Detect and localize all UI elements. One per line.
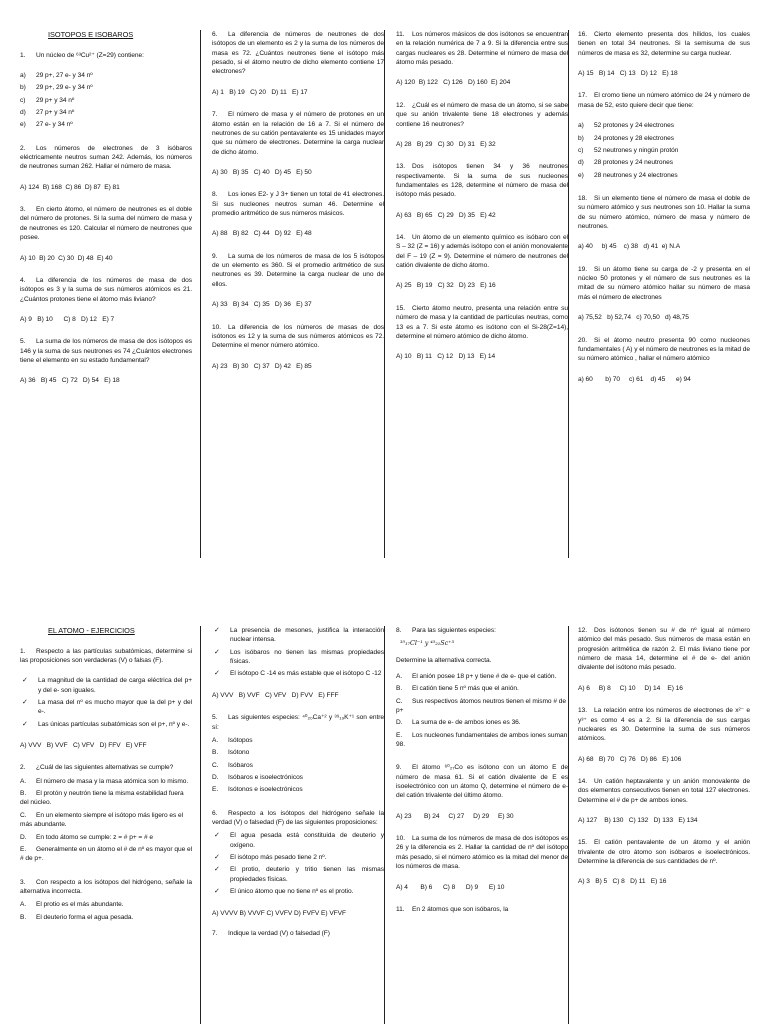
option-text: El protón y neutrón tiene la misma estabilidad fuera del núcleo. — [20, 790, 184, 807]
question-text: Si el átomo neutro presenta 90 como nucleones fundamentales ( A) y el número de neutrones es la mitad de su número atómico , hallar el número atómico — [578, 336, 750, 363]
question-number: 9. — [396, 764, 402, 772]
question-text: La suma de los números de masa de dos isótopos es 26 y la diferencia es 2. Hallar la cantidad de nº del isótopo más pesado, si el número atómico es la mitad del menor de los números de masa. — [396, 835, 568, 871]
question-text: Si un elemento tiene el número de masa el doble de su número atómico y sus neutrones son 10. Hallar la suma de su número atómico, número de masa y número de neutrones. — [578, 194, 750, 231]
question-number: 15. — [578, 839, 588, 847]
option-letter: C. — [396, 697, 403, 705]
option-text: Isótopos — [228, 736, 253, 744]
option-text: Generalmente en un átomo el # de nº es mayor que el # de p+. — [20, 845, 193, 863]
answer-choices: A) 6 B) 8 C) 10 D) 14 E) 16 — [578, 684, 683, 692]
option-letter: A. — [20, 777, 27, 785]
column-3 — [396, 30, 568, 375]
question-text: El cromo tiene un número atómico de 24 y número de masa de 52, esto quiere decir que tiene: — [578, 92, 750, 109]
question-text: Los números másicos de dos isótonos se encuentran en la relación numérica de 7 a 9. Si la diferencia entre sus cargas nucleares es 28. Determine el número de masa del átomo más pesado. — [396, 31, 568, 67]
question-11 — [396, 905, 568, 914]
option-text: 27 p+ y 34 nº — [36, 108, 75, 116]
answer-choices: A) 10 B) 20 C) 30 D) 48 E) 40 — [20, 254, 113, 262]
column-divider — [568, 30, 569, 558]
question-12 — [396, 101, 568, 129]
question-text: La diferencia de números de neutrones de dos isótopos de un elemento es 2 y la suma de los números de masa es 72. ¿Cuántos neutrones tiene el isótopo más pesado, si el átomo neutro de dicho elemento contiene 17 electrones? — [212, 31, 384, 76]
option — [20, 71, 192, 80]
question-3 — [20, 205, 192, 242]
statement-text: Los isóbaros no tienen las mismas propiedades físicas. — [230, 648, 384, 666]
statement — [20, 720, 192, 729]
question-14 — [578, 777, 750, 805]
option-letter: B. — [20, 913, 27, 921]
options-3 — [20, 900, 192, 922]
question-18 — [578, 194, 750, 231]
section-heading: ISOTOPOS E ISOBAROS — [48, 30, 134, 39]
option — [396, 684, 568, 693]
option-text: Isótono — [228, 749, 250, 757]
option-text: En todo átomo se cumple: z = # p+ = # e — [36, 833, 153, 841]
column-4 — [578, 30, 750, 397]
question-number: 15. — [396, 304, 406, 312]
answer-choices: A) 1 B) 19 C) 20 D) 11 E) 17 — [212, 88, 308, 96]
option-text: Los nucleones fundamentales de ambos iones suman 98. — [396, 731, 568, 748]
question-11 — [396, 30, 568, 67]
option-text: Isótonos e isoelectrónicos — [228, 786, 303, 794]
option-letter: A. — [212, 736, 219, 744]
option-letter: d) — [578, 159, 584, 167]
checkmark-icon: ✓ — [214, 888, 220, 896]
option-letter: e) — [578, 171, 584, 179]
option-letter: E. — [212, 786, 219, 794]
option-text: Isóbaros — [228, 761, 253, 769]
option-letter: B. — [212, 749, 219, 757]
question-8 — [212, 190, 384, 218]
column-3 — [396, 626, 568, 925]
statement — [212, 853, 384, 862]
options-5 — [212, 736, 384, 795]
option — [20, 845, 192, 864]
option-letter: c) — [578, 146, 584, 154]
question-text: Respecto a los isótopos del hidrógeno señale la verdad (V) o falsedad (F) de las siguientes proposiciones: — [212, 809, 384, 827]
column-divider — [200, 30, 201, 558]
option — [20, 833, 192, 842]
question-9 — [396, 763, 568, 800]
column-divider — [384, 626, 385, 1024]
options-17 — [578, 121, 750, 180]
answer-choices: A) 36 B) 45 C) 72 D) 54 E) 18 — [20, 377, 120, 385]
statement-text: La masa del nº es mucho mayor que la del p+ y del e-. — [38, 698, 192, 716]
question-5 — [212, 713, 384, 732]
answer-choices: A) 4 B) 6 C) 8 D) 9 E) 10 — [396, 883, 505, 891]
option-text: Sus respectivos átomos neutros tienen el mismo # de p+ — [396, 697, 566, 714]
answer-choices: A) 33 B) 34 C) 35 D) 36 E) 37 — [212, 301, 312, 309]
question-15 — [578, 838, 750, 866]
option — [20, 913, 192, 922]
question-text: Las siguientes especies: ⁴⁰₂₀Ca⁺² y ³⁹₁₉K⁺¹ son entre sí: — [212, 714, 384, 731]
option-text: El protio es el más abundante. — [36, 901, 124, 909]
answer-choices: A) 10 B) 11 C) 12 D) 13 E) 14 — [396, 353, 496, 361]
checkmark-icon: ✓ — [214, 670, 220, 678]
answer-choices: A) 25 B) 19 C) 32 D) 23 E) 16 — [396, 282, 496, 290]
option-text: En un elemento siempre el isótopo más ligero es el más abundante. — [20, 811, 184, 829]
question-number: 12. — [578, 627, 588, 634]
answer-choices: a) 60 b) 70 c) 61 d) 45 e) 94 — [578, 375, 691, 383]
answer-choices: A) VVV B) VVF C) VFV D) FVV E) FFF — [212, 691, 339, 699]
option — [396, 731, 568, 750]
answer-choices: A) 23 B) 24 C) 27 D) 29 E) 30 — [396, 812, 514, 820]
atomo-sheet — [0, 600, 768, 1024]
question-number: 3. — [20, 206, 26, 214]
option-text: 28 neutrones y 24 electrones — [594, 171, 678, 179]
option — [20, 120, 192, 129]
column-4 — [578, 626, 750, 900]
statement-text: Las únicas partículas subatómicas son el p+, nº y e-. — [38, 720, 190, 728]
question-number: 8. — [212, 191, 218, 199]
question-text: ¿Cuál de las siguientes alternativas se cumple? — [36, 764, 174, 772]
checkmark-icon: ✓ — [214, 854, 220, 862]
option — [212, 736, 384, 745]
options-8 — [396, 672, 568, 750]
option-text: 29 p+ y 34 nº — [36, 96, 75, 104]
statement — [212, 831, 384, 850]
option-letter: c) — [20, 96, 26, 104]
checkmark-icon: ✓ — [214, 832, 220, 840]
checkmark-icon: ✓ — [22, 698, 28, 706]
column-divider — [384, 30, 385, 558]
checkmark-icon: ✓ — [214, 627, 220, 634]
option — [578, 134, 750, 143]
question-number: 14. — [578, 777, 588, 785]
question-number: 2. — [20, 144, 26, 152]
question-10 — [396, 834, 568, 871]
question-number: 10. — [396, 835, 406, 843]
option-letter: e) — [20, 121, 26, 129]
options-2 — [20, 777, 192, 864]
option — [212, 748, 384, 757]
statement — [212, 648, 384, 667]
column-divider — [568, 626, 569, 1024]
answer-choices: A) 23 B) 30 C) 37 D) 42 E) 85 — [212, 362, 312, 370]
question-number: 19. — [578, 265, 588, 273]
answer-choices: A) 9 B) 10 C) 8 D) 12 E) 7 — [20, 315, 115, 323]
question-text: Cierto elemento presenta dos hílidos, los cuales tienen en total 34 neutrones. Si la semisuma de sus números de masa es 32, determine su carga nuclear. — [578, 31, 750, 57]
question-text: Con respecto a los isótopos del hidrógeno, señale la alternativa incorrecta. — [20, 878, 192, 895]
question-13 — [578, 706, 750, 743]
question-text: ¿Cuál es el número de masa de un átomo, si se sabe que su anión trivalente tiene 18 electrones y además contiene 16 neutrones? — [396, 101, 568, 128]
options-1 — [20, 71, 192, 130]
option-text: 52 neutrones y ningún protón — [594, 146, 679, 154]
checkmark-icon: ✓ — [214, 648, 220, 656]
column-1 — [20, 30, 192, 399]
option-text: El anión posee 18 p+ y tiene # de e- que el catión. — [412, 672, 557, 680]
option-text: 52 protones y 24 electrones — [594, 122, 675, 130]
question-text: En cierto átomo, el número de neutrones es el doble del número de protones. Si la suma del número de masa y de neutrones es 120. Calcular el número de neutrones que posee. — [20, 206, 192, 242]
question-text: La diferencia de los números de masas de dos isótonos es 12 y la suma de sus números atómicos es 72. Determine el menor número atómico. — [212, 323, 384, 350]
question-number: 6. — [212, 809, 218, 817]
answer-choices: A) 63 B) 65 C) 29 D) 35 E) 42 — [396, 211, 496, 219]
question-number: 11. — [396, 31, 405, 38]
question-text: Indique la verdad (V) o falsedad (F) — [228, 929, 330, 937]
statement-text: El protio, deuterio y tritio tienen las mismas propiedades físicas. — [230, 866, 384, 883]
statement-text: El agua pesada está constituida de deuterio y oxígeno. — [230, 832, 384, 849]
question-number: 1. — [20, 51, 26, 59]
option — [578, 146, 750, 155]
statement — [212, 669, 384, 678]
question-number: 12. — [396, 101, 406, 109]
option-letter: B. — [20, 790, 27, 798]
question-number: 7. — [212, 111, 218, 119]
option — [578, 171, 750, 180]
statement — [212, 865, 384, 884]
question-text: Dos isótonos tienen su # de nº igual al número atómico del más pesado. Sus números de masa están en progresión aritmética de razón 2. El más liviano tiene por número de masa 14, determine el # de e- del anión divalente del isótono más pesado. — [578, 627, 750, 672]
question-number: 2. — [20, 764, 26, 772]
question-7 — [212, 929, 384, 938]
answer-choices: A) 68 B) 70 C) 76 D) 86 E) 106 — [578, 755, 682, 763]
chemical-species: ³⁵₁₇Cl⁻¹ y ⁴⁵₂₁Sc⁺³ — [400, 639, 454, 648]
question-number: 20. — [578, 336, 588, 344]
option-letter: A. — [20, 901, 27, 909]
question-text: Dos isótopos tienen 34 y 36 neutrones respectivamente. Si la suma de sus nucleones fundamentales es 128, determine el número de masa del isótopo más pesado. — [396, 163, 568, 199]
answer-choices: A) 88 B) 82 C) 44 D) 92 E) 48 — [212, 230, 312, 238]
question-text: El átomo ⁶⁰₂₇Co es isótono con un átomo E de número de masa 61. Si el catión divalente de E es isoelectrónico con un átomo Q, determine el número de e- del catión trivalente del último átomo. — [396, 764, 568, 800]
question-7 — [212, 110, 384, 157]
question-12 — [578, 626, 750, 673]
question-text: Cierto átomo neutro, presenta una relación entre su número de masa y la cantidad de partículas neutras, como 13 es a 7. Si este átomo es isótono con el Si-28(Z=14), determine el número atómico de dicho átomo. — [396, 304, 568, 340]
question-text: Un átomo de un elemento químico es isóbaro con el S – 32 (Z = 16) y además isótopo con el anión monovalente del F – 19 (Z = 9). Determine el número de neutrones del catión divalente de dicho átomo. — [396, 234, 568, 270]
question-14 — [396, 233, 568, 270]
column-1 — [20, 626, 192, 936]
option-text: Isóbaros e isoelectrónicos — [228, 773, 303, 781]
option-letter: b) — [578, 134, 584, 142]
option — [396, 697, 568, 716]
option-text: El catión tiene 5 nº más que el anión. — [412, 685, 519, 693]
option — [20, 900, 192, 909]
question-number: 10. — [212, 323, 222, 331]
option — [396, 672, 568, 681]
column-divider — [200, 626, 201, 1024]
option-letter: B. — [396, 685, 403, 693]
question-number: 8. — [396, 627, 402, 634]
checkmark-icon: ✓ — [214, 866, 220, 874]
option — [212, 773, 384, 782]
answer-choices: A) 124 B) 168 C) 86 D) 87 E) 81 — [20, 183, 120, 191]
question-19 — [578, 265, 750, 302]
question-text: Respecto a las partículas subatómicas, determine si las proposiciones son verdaderas (V) o falsas (F). — [20, 647, 192, 664]
question-8 — [396, 626, 568, 635]
answer-choices: A) VVV B) VVF C) VFV D) FFV E) VFF — [20, 742, 147, 750]
column-2 — [212, 626, 384, 949]
option-letter: b) — [20, 84, 26, 92]
option — [20, 96, 192, 105]
question-number: 6. — [212, 31, 218, 38]
question-text: Los iones E2- y J 3+ tienen un total de 41 electrones. Si sus nucleones neutros suman 46. Determine el promedio aritmético de sus números másicos. — [212, 191, 384, 218]
option — [212, 785, 384, 794]
option-text: La suma de e- de ambos iones es 36. — [412, 719, 521, 727]
option — [396, 718, 568, 727]
question-9 — [212, 252, 384, 289]
statement — [20, 676, 192, 695]
answer-choices: A) 30 B) 35 C) 40 D) 45 E) 50 — [212, 168, 312, 176]
question-13 — [396, 162, 568, 199]
answer-choices: A) VVVV B) VVVF C) VVFV D) FVFV E) VFVF — [212, 909, 346, 917]
option-letter: A. — [396, 672, 403, 680]
question-number: 1. — [20, 647, 26, 655]
option — [20, 108, 192, 117]
option-text: 28 protones y 24 neutrones — [594, 159, 673, 167]
question-2 — [20, 763, 192, 772]
question-text: La suma de los números de masa de los 5 isótopos de un elemento es 360. Si el promedio aritmético de sus neutrones es 39. Determine la carga nuclear de uno de ellos. — [212, 252, 384, 288]
question-text: Si un átomo tiene su carga de -2 y presenta en el núcleo 50 protones y el número de sus neutrones es la mitad de su número atómico hallar su número de masa más el número de electrones — [578, 265, 750, 301]
statement-text: El isótopo C -14 es más estable que el isótopo C -12 — [230, 670, 382, 678]
option-text: 29 p+, 29 e- y 34 nº — [36, 84, 93, 92]
answer-choices: A) 28 B) 29 C) 30 D) 31 E) 32 — [396, 140, 496, 148]
question-text: El catión pentavalente de un átomo y el anión trivalente de otro átomo son isóbaros e isoelectrónicos. Determine la diferencia de sus cantidades de nº. — [578, 839, 750, 866]
question-number: 14. — [396, 234, 406, 242]
option-letter: a) — [578, 122, 584, 130]
question-text: Un catión heptavalente y un anión monovalente de dos elementos consecutivos tienen en total 127 electrones. Determine el # de p+ de ambos iones. — [578, 777, 750, 804]
question-number: 5. — [212, 714, 218, 722]
statement — [212, 887, 384, 896]
question-text: Un núcleo de ⁶³Cu²⁺ (Z=29) contiene: — [36, 51, 144, 59]
question-1 — [20, 51, 192, 60]
column-2 — [212, 30, 384, 384]
checkmark-icon: ✓ — [22, 720, 28, 728]
option-letter: C. — [212, 761, 219, 769]
answer-choices: A) 3 B) 5 C) 8 D) 11 E) 16 — [578, 878, 667, 886]
question-lead: Determine la alternativa correcta. — [396, 657, 492, 665]
question-number: 9. — [212, 252, 218, 260]
answer-choices: A) 15 B) 14 C) 13 D) 12 E) 18 — [578, 70, 678, 78]
question-text: La suma de los números de masa de dos isótopos es 146 y la suma de sus neutrones es 74 ¿Cuántos electrones tiene el elemento en su estado fundamental? — [20, 338, 192, 365]
statement — [20, 698, 192, 717]
answer-choices: a) 40 b) 45 c) 38 d) 41 e) N.A — [578, 243, 681, 251]
option-letter: E. — [20, 845, 27, 853]
option-text: 29 p+, 27 e- y 34 nº — [36, 71, 93, 79]
option-text: El número de masa y la masa atómica son lo mismo. — [36, 777, 189, 785]
question-text: Para las siguientes especies: — [412, 627, 496, 634]
question-number: 16. — [578, 31, 588, 38]
question-1 — [20, 647, 192, 666]
question-15 — [396, 304, 568, 341]
answer-choices: a) 75,52 b) 52,74 c) 70,50 d) 48,75 — [578, 314, 689, 322]
option-text: El deuterio forma el agua pesada. — [36, 913, 134, 921]
question-20 — [578, 336, 750, 364]
question-text: El número de masa y el número de protones en un átomo están en la relación de 16 a 7. Si el número de neutrones de su catión pentavalente es 15 unidades mayor que su número de electrones. Determine la carga nuclear de dicho átomo. — [212, 111, 384, 156]
option-text: 24 protones y 28 electrones — [594, 134, 675, 142]
question-number: 3. — [20, 878, 26, 886]
statement-text: La presencia de mesones, justifica la interacción nuclear intensa. — [230, 627, 384, 644]
option-letter: E. — [396, 731, 403, 739]
option — [212, 761, 384, 770]
option-text: 27 e- y 34 nº — [36, 121, 73, 129]
option — [20, 777, 192, 786]
statement-text: El único átomo que no tiene nº es el protio. — [230, 888, 354, 896]
option — [20, 789, 192, 808]
question-17 — [578, 91, 750, 110]
option — [20, 83, 192, 92]
option-letter: D. — [396, 719, 403, 727]
option-letter: C. — [20, 811, 27, 819]
question-text: En 2 átomos que son isóbaros, la — [412, 905, 509, 913]
statement-text: La magnitud de la cantidad de carga eléctrica del p+ y del e- son iguales. — [38, 677, 192, 694]
question-number: 13. — [578, 707, 588, 715]
question-number: 18. — [578, 194, 588, 202]
question-text: La diferencia de los números de masa de dos isótopos es 3 y la suma de sus números atómicos es 21. ¿Cuántos protones tiene el átomo más liviano? — [20, 276, 192, 303]
question-number: 11. — [396, 905, 405, 913]
question-6 — [212, 30, 384, 77]
section-heading: EL ATOMO - EJERCICIOS — [48, 626, 135, 635]
question-number: 7. — [212, 929, 218, 937]
question-10 — [212, 323, 384, 351]
question-number: 5. — [20, 338, 26, 346]
question-number: 17. — [578, 92, 588, 100]
question-3 — [20, 878, 192, 897]
statement-text: El isótopo más pesado tiene 2 nº. — [230, 854, 327, 862]
question-number: 4. — [20, 276, 26, 284]
question-text: La relación entre los números de electrones de x²⁻ e y³⁺ es como 4 es a 2. Si la diferencia de sus cargas nucleares es 30. Determine la suma de sus números atómicos. — [578, 707, 750, 743]
option-letter: D. — [20, 833, 27, 841]
question-4 — [20, 276, 192, 304]
question-text: Los números de electrones de 3 isóbaros eléctricamente neutros suman 242. Además, los números de neutrones suman 262. Hallar el número de masa. — [20, 144, 192, 171]
statement — [212, 626, 384, 645]
answer-choices: A) 120 B) 122 C) 126 D) 160 E) 204 — [396, 79, 511, 87]
question-2 — [20, 144, 192, 172]
option-letter: D. — [212, 773, 219, 781]
option-letter: a) — [20, 71, 26, 79]
option — [578, 121, 750, 130]
question-16 — [578, 30, 750, 58]
answer-choices: A) 127 B) 130 C) 132 D) 133 E) 134 — [578, 817, 698, 825]
question-number: 13. — [396, 163, 406, 171]
option-letter: d) — [20, 108, 26, 116]
question-6 — [212, 809, 384, 828]
checkmark-icon: ✓ — [22, 677, 28, 685]
option — [20, 811, 192, 830]
option — [578, 158, 750, 167]
question-5 — [20, 337, 192, 365]
